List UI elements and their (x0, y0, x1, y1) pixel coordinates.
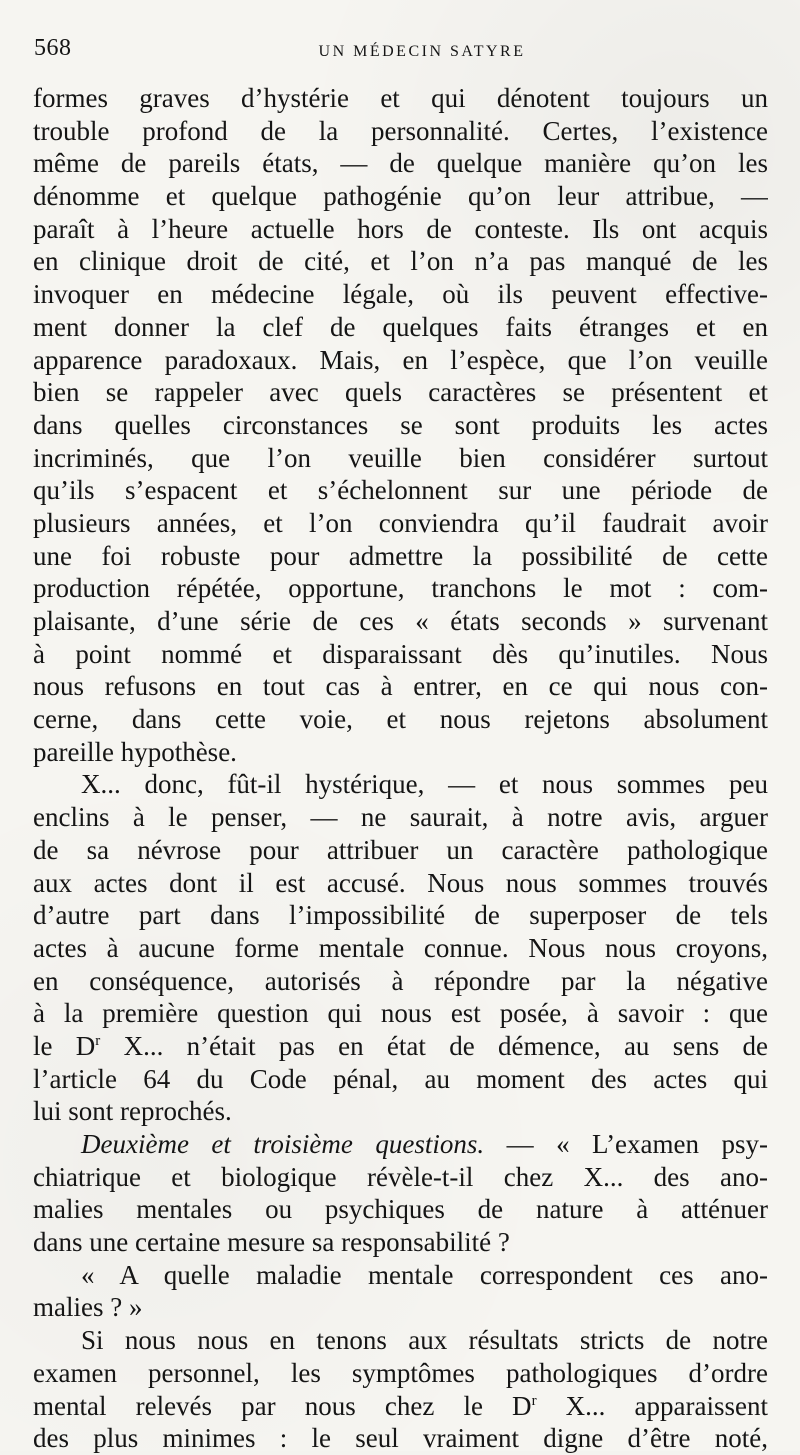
question-line: dans une certaine mesure sa responsabilité ? (33, 1227, 510, 1258)
doctor-reference-line (33, 1390, 768, 1423)
question-heading-line (33, 1128, 768, 1161)
text-line: actes à aucune forme mentale connue. Nous nous croyons, (33, 932, 768, 963)
text-line: plaisante, d’une série de ces « états seconds » survenant (33, 606, 768, 636)
text-line: à la première question qui nous est posée, à savoir : que (33, 998, 768, 1029)
text-line: invoquer en médecine légale, où ils peuvent effective- (33, 279, 768, 310)
page-number: 568 (34, 35, 72, 61)
text-line: même de pareils états, — de quelque manière qu’on les (33, 148, 768, 179)
text-line: d’autre part dans l’impossibilité de superposer de tels (33, 900, 768, 931)
text-line: incriminés, que l’on veuille bien considérer surtout (33, 442, 768, 473)
text-line: dénomme et quelque pathogénie qu’on leur attribue, — (33, 181, 768, 212)
text-line: une foi robuste pour admettre la possibilité de cette (33, 540, 768, 571)
text-line: en conséquence, autorisés à répondre par la négative (33, 965, 768, 996)
text-line: qu’ils s’espacent et s’échelonnent sur une période de (33, 475, 768, 506)
paragraph-end-line: pareille hypothèse. (33, 736, 237, 767)
running-title: UN MÉDECIN SATYRE (318, 43, 526, 60)
doctor-line-prefix: mental relevés par nous chez le D (33, 1390, 532, 1421)
paragraph-first-line: X... donc, fût-il hystérique, — et nous sommes peu (81, 769, 768, 800)
page-header (34, 35, 766, 77)
text-line: des plus minimes : le seul vraiment digne d’être noté, (33, 1423, 768, 1454)
doctor-reference-line (33, 1030, 768, 1063)
text-line: de sa névrose pour attribuer un caractère pathologique (33, 834, 768, 865)
text-line: plusieurs années, et l’on conviendra qu’il faudrait avoir (33, 507, 768, 538)
text-line: aux actes dont il est accusé. Nous nous sommes trouvés (33, 867, 768, 898)
question-heading: Deuxième et troisième questions. (81, 1129, 485, 1159)
paragraph-end-line: lui sont reprochés. (33, 1096, 232, 1127)
doctor-line-text: X... n’était pas en état de démence, au sens de (100, 1030, 768, 1061)
main-text (33, 82, 768, 1455)
text-line: paraît à l’heure actuelle hors de conteste. Ils ont acquis (33, 213, 768, 244)
text-line: cerne, dans cette voie, et nous rejetons absolument (33, 704, 768, 735)
text-line: bien se rappeler avec quels caractères se présentent et (33, 377, 768, 408)
text-line: à point nommé et disparaissant dès qu’inutiles. Nous (33, 638, 768, 669)
question-opening-text: — « L’examen psy- (484, 1129, 768, 1159)
doctor-line-text: X... apparaissent (536, 1390, 768, 1421)
question-line: malies mentales ou psychiques de nature à atténuer (33, 1194, 768, 1225)
paragraph-first-line: Si nous nous en tenons aux résultats stricts de notre (81, 1325, 768, 1356)
text-line: en clinique droit de cité, et l’on n’a pas manqué de les (33, 246, 768, 277)
doctor-superscript: r (95, 1032, 101, 1049)
text-line: production répétée, opportune, tranchons le mot : com- (33, 573, 768, 604)
question-line: « A quelle maladie mentale correspondent ces ano- (81, 1259, 768, 1290)
text-line: enclins à le penser, — ne saurait, à notre avis, arguer (33, 802, 768, 833)
question-line: chiatrique et biologique révèle-t-il chez X... des ano- (33, 1161, 768, 1192)
question-line: malies ? » (33, 1292, 143, 1323)
doctor-prefix: le D (33, 1030, 96, 1061)
doctor-superscript: r (531, 1392, 537, 1409)
text-line: examen personnel, les symptômes pathologiques d’ordre (33, 1357, 768, 1388)
text-line: nous refusons en tout cas à entrer, en ce qui nous con- (33, 671, 768, 702)
text-line: l’article 64 du Code pénal, au moment des actes qui (33, 1063, 768, 1094)
text-line: dans quelles circonstances se sont produits les actes (33, 409, 768, 440)
text-line: trouble profond de la personnalité. Certes, l’existence (33, 115, 768, 146)
text-line: apparence paradoxaux. Mais, en l’espèce, que l’on veuille (33, 344, 768, 375)
text-line: ment donner la clef de quelques faits étranges et en (33, 311, 768, 342)
text-line: formes graves d’hystérie et qui dénotent toujours un (33, 83, 768, 113)
